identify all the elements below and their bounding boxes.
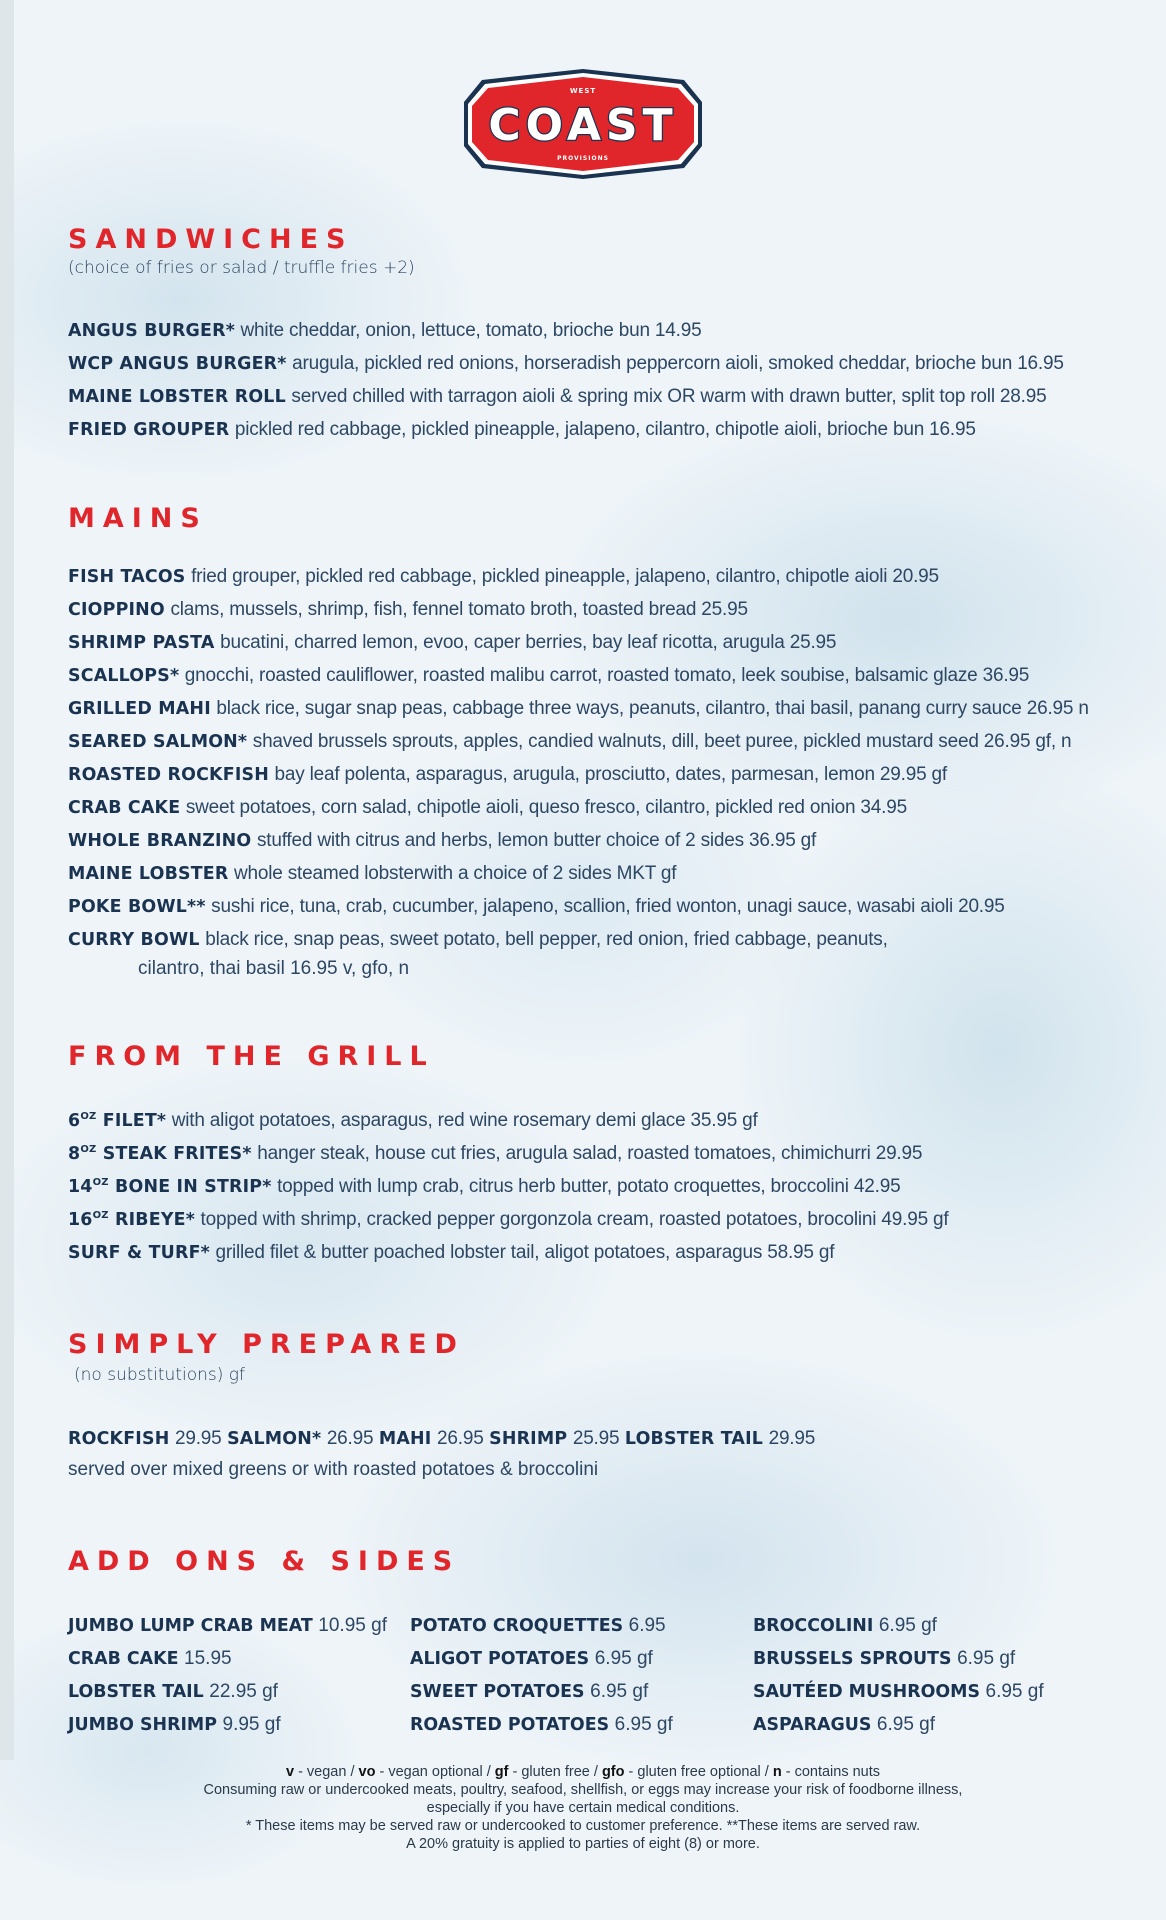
addon-name: LOBSTER TAIL [68,1682,204,1702]
menu-item [68,1143,922,1165]
item-desc: bucatini, charred lemon, evoo, caper berries, bay leaf ricotta, arugula 25.95 [220,632,837,653]
item-desc: topped with lump crab, citrus herb butter, potato croquettes, broccolini 42.95 [277,1176,901,1197]
oz-unit: OZ [92,1210,109,1222]
addon-name: ASPARAGUS [753,1715,872,1735]
footer-gratuity-note: A 20% gratuity is applied to parties of eight (8) or more. [406,1836,760,1852]
item-desc: served chilled with tarragon aioli & spring mix OR warm with drawn butter, split top roll 28.95 [291,386,1047,407]
addon-name: SAUTÉED MUSHROOMS [753,1682,980,1702]
simply-items-line [68,1428,815,1450]
item-desc: stuffed with citrus and herbs, lemon butter choice of 2 sides 36.95 gf [256,830,817,851]
addon-name: ROASTED POTATOES [410,1715,610,1735]
menu-item [68,419,976,441]
item-price: 26.95 [326,1428,374,1449]
item-price: 29.95 [768,1428,816,1449]
item-name: CURRY BOWL [68,930,200,950]
item-name: SHRIMP [489,1429,568,1449]
legend-abbr: n [772,1764,782,1780]
item-name: WHOLE BRANZINO [68,831,252,851]
oz-unit: OZ [80,1111,97,1123]
item-desc: clams, mussels, shrimp, fish, fennel tomato broth, toasted bread 25.95 [170,599,748,620]
legend-abbr: gfo [601,1764,625,1780]
item-desc: black rice, sugar snap peas, cabbage three ways, peanuts, cilantro, thai basil, panang curry sauce 26.95 n [216,698,1089,719]
menu-item [68,764,947,786]
addon-price: 6.95 gf [590,1681,649,1702]
legend-text: - vegan optional / [375,1764,495,1780]
addon-price: 22.95 gf [209,1681,278,1702]
legend-text: - gluten free optional / [624,1764,773,1780]
addon-item [410,1615,666,1637]
item-name: FILET* [102,1111,167,1131]
item-name: ANGUS BURGER* [68,321,235,341]
menu-item [68,797,907,819]
legend-text: - vegan / [294,1764,359,1780]
item-desc: gnocchi, roasted cauliflower, roasted malibu carrot, roasted tomato, leek soubise, balsamic glaze 36.95 [184,665,1030,686]
item-name: LOBSTER TAIL [624,1429,764,1449]
menu-item [68,320,701,342]
item-name: MAHI [378,1429,432,1449]
oz-number: 6 [68,1111,81,1131]
item-price: 25.95 [572,1428,620,1449]
addon-item [68,1615,387,1637]
menu-item [68,929,888,951]
addon-name: ALIGOT POTATOES [410,1649,590,1669]
section-title-mains: MAINS [68,503,208,534]
addon-item [68,1714,281,1736]
item-name: ROCKFISH [68,1429,170,1449]
menu-item [68,386,1046,408]
menu-item [68,599,748,621]
menu-item [68,698,1089,720]
footer-raw-note: * These items may be served raw or undercooked to customer preference. **These items are served raw. [245,1818,921,1834]
menu-item [68,731,1071,753]
footer-legend [0,1763,1166,1781]
item-name: SCALLOPS* [68,666,180,686]
item-name: SURF & TURF* [68,1243,210,1263]
legend-abbr: v [285,1764,295,1780]
addon-name: BRUSSELS SPROUTS [753,1649,952,1669]
item-desc: shaved brussels sprouts, apples, candied walnuts, dill, beet puree, pickled mustard seed 26.95 gf, n [252,731,1072,752]
addon-item [68,1648,232,1670]
section-title-sandwiches: SANDWICHES [68,224,354,255]
item-name: MAINE LOBSTER ROLL [68,387,286,407]
item-desc: topped with shrimp, cracked pepper gorgonzola cream, roasted potatoes, brocolini 49.95 gf [200,1209,949,1230]
oz-number: 16 [68,1210,93,1230]
item-name: FRIED GROUPER [68,420,230,440]
addon-name: POTATO CROQUETTES [410,1616,624,1636]
addon-price: 6.95 gf [878,1615,937,1636]
addon-name: JUMBO SHRIMP [68,1715,217,1735]
oz-unit: OZ [80,1144,97,1156]
menu-item [68,566,939,588]
addon-price: 6.95 gf [985,1681,1044,1702]
section-title-simply-prepared: SIMPLY PREPARED [68,1329,465,1360]
addon-price: 10.95 gf [318,1615,387,1636]
item-name: SALMON* [227,1429,322,1449]
section-title-grill: FROM THE GRILL [68,1041,435,1072]
item-desc: pickled red cabbage, pickled pineapple, jalapeno, cilantro, chipotle aioli, brioche bun 16.95 [234,419,976,440]
addon-price: 6.95 [628,1615,666,1636]
item-desc: sweet potatoes, corn salad, chipotle aioli, queso fresco, cilantro, pickled red onion 34.95 [185,797,907,818]
item-name: FISH TACOS [68,567,186,587]
item-name: CRAB CAKE [68,798,181,818]
oz-unit: OZ [92,1177,109,1189]
logo-bottom-text: PROVISIONS [557,155,609,162]
item-name: SHRIMP PASTA [68,633,215,653]
item-desc: hanger steak, house cut fries, arugula salad, roasted tomatoes, chimichurri 29.95 [257,1143,923,1164]
item-name: BONE IN STRIP* [115,1177,272,1197]
addon-price: 6.95 gf [957,1648,1016,1669]
footer-warning-line: Consuming raw or undercooked meats, poultry, seafood, shellfish, or eggs may increase your risk of foodborne illness, [203,1782,963,1798]
side-strip [0,0,14,1760]
item-desc: sushi rice, tuna, crab, cucumber, jalapeno, scallion, fried wonton, unagi sauce, wasabi aioli 20.95 [211,896,1005,917]
item-desc: fried grouper, pickled red cabbage, pickled pineapple, jalapeno, cilantro, chipotle aioli 20.95 [191,566,939,587]
item-name: POKE BOWL** [68,897,206,917]
item-name: GRILLED MAHI [68,699,211,719]
item-desc: grilled filet & butter poached lobster tail, aligot potatoes, asparagus 58.95 gf [215,1242,835,1263]
coast-logo [462,68,704,180]
item-price: 26.95 [437,1428,484,1449]
menu-item [68,1176,900,1198]
item-name: ROASTED ROCKFISH [68,765,269,785]
item-desc: black rice, snap peas, sweet potato, bell pepper, red onion, fried cabbage, peanuts, [205,929,888,950]
addon-name: JUMBO LUMP CRAB MEAT [68,1616,313,1636]
addon-item [410,1648,653,1670]
sandwiches-note: (choice of fries or salad / truffle fries +2) [68,258,415,278]
addon-item [753,1681,1044,1703]
addon-name: SWEET POTATOES [410,1682,585,1702]
section-title-addons: ADD ONS & SIDES [68,1546,461,1577]
item-name: STEAK FRITES* [102,1144,252,1164]
menu-item [68,1209,948,1231]
legend-abbr: gf [494,1764,509,1780]
addon-item [410,1681,648,1703]
menu-item [68,1110,758,1132]
menu-item [68,830,816,852]
addon-price: 6.95 gf [876,1714,936,1735]
logo-top-text: WEST [569,87,597,95]
legend-text: - gluten free / [508,1764,602,1780]
item-name: WCP ANGUS BURGER* [68,354,287,374]
menu-item [68,665,1029,687]
item-name: CIOPPINO [68,600,165,620]
item-desc: white cheddar, onion, lettuce, tomato, brioche bun 14.95 [240,320,702,341]
oz-number: 8 [68,1144,81,1164]
item-desc: arugula, pickled red onions, horseradish peppercorn aioli, smoked cheddar, brioche bun 16.95 [292,353,1064,374]
menu-item [68,896,1005,918]
addon-price: 9.95 gf [222,1714,281,1735]
addon-item [753,1714,935,1736]
oz-number: 14 [68,1177,93,1197]
item-desc: whole steamed lobsterwith a choice of 2 sides MKT gf [234,863,677,884]
simply-served-note: served over mixed greens or with roasted potatoes & broccolini [68,1459,599,1480]
addon-price: 6.95 gf [614,1714,673,1735]
item-name: RIBEYE* [115,1210,195,1230]
menu-item [68,632,836,654]
addon-item [68,1681,278,1703]
logo-name-text: COAST [488,100,678,151]
curry-bowl-continuation: cilantro, thai basil 16.95 v, gfo, n [138,958,410,979]
addon-item [410,1714,673,1736]
addon-name: BROCCOLINI [753,1616,874,1636]
menu-item [68,1242,834,1264]
addon-price: 6.95 gf [594,1648,653,1669]
footer-warning-line: especially if you have certain medical conditions. [426,1800,740,1816]
item-name: MAINE LOBSTER [68,864,229,884]
addon-name: CRAB CAKE [68,1649,179,1669]
menu-item [68,863,676,885]
addon-item [753,1648,1015,1670]
item-name: SEARED SALMON* [68,732,248,752]
menu-item [68,353,1064,375]
legend-text: - contains nuts [781,1764,881,1780]
item-desc: bay leaf polenta, asparagus, arugula, prosciutto, dates, parmesan, lemon 29.95 gf [274,764,947,785]
addon-price: 15.95 [184,1648,232,1669]
item-price: 29.95 [174,1428,222,1449]
item-desc: with aligot potatoes, asparagus, red wine rosemary demi glace 35.95 gf [171,1110,758,1131]
addon-item [753,1615,937,1637]
legend-abbr: vo [358,1764,376,1780]
simply-note: (no substitutions) gf [74,1365,245,1385]
